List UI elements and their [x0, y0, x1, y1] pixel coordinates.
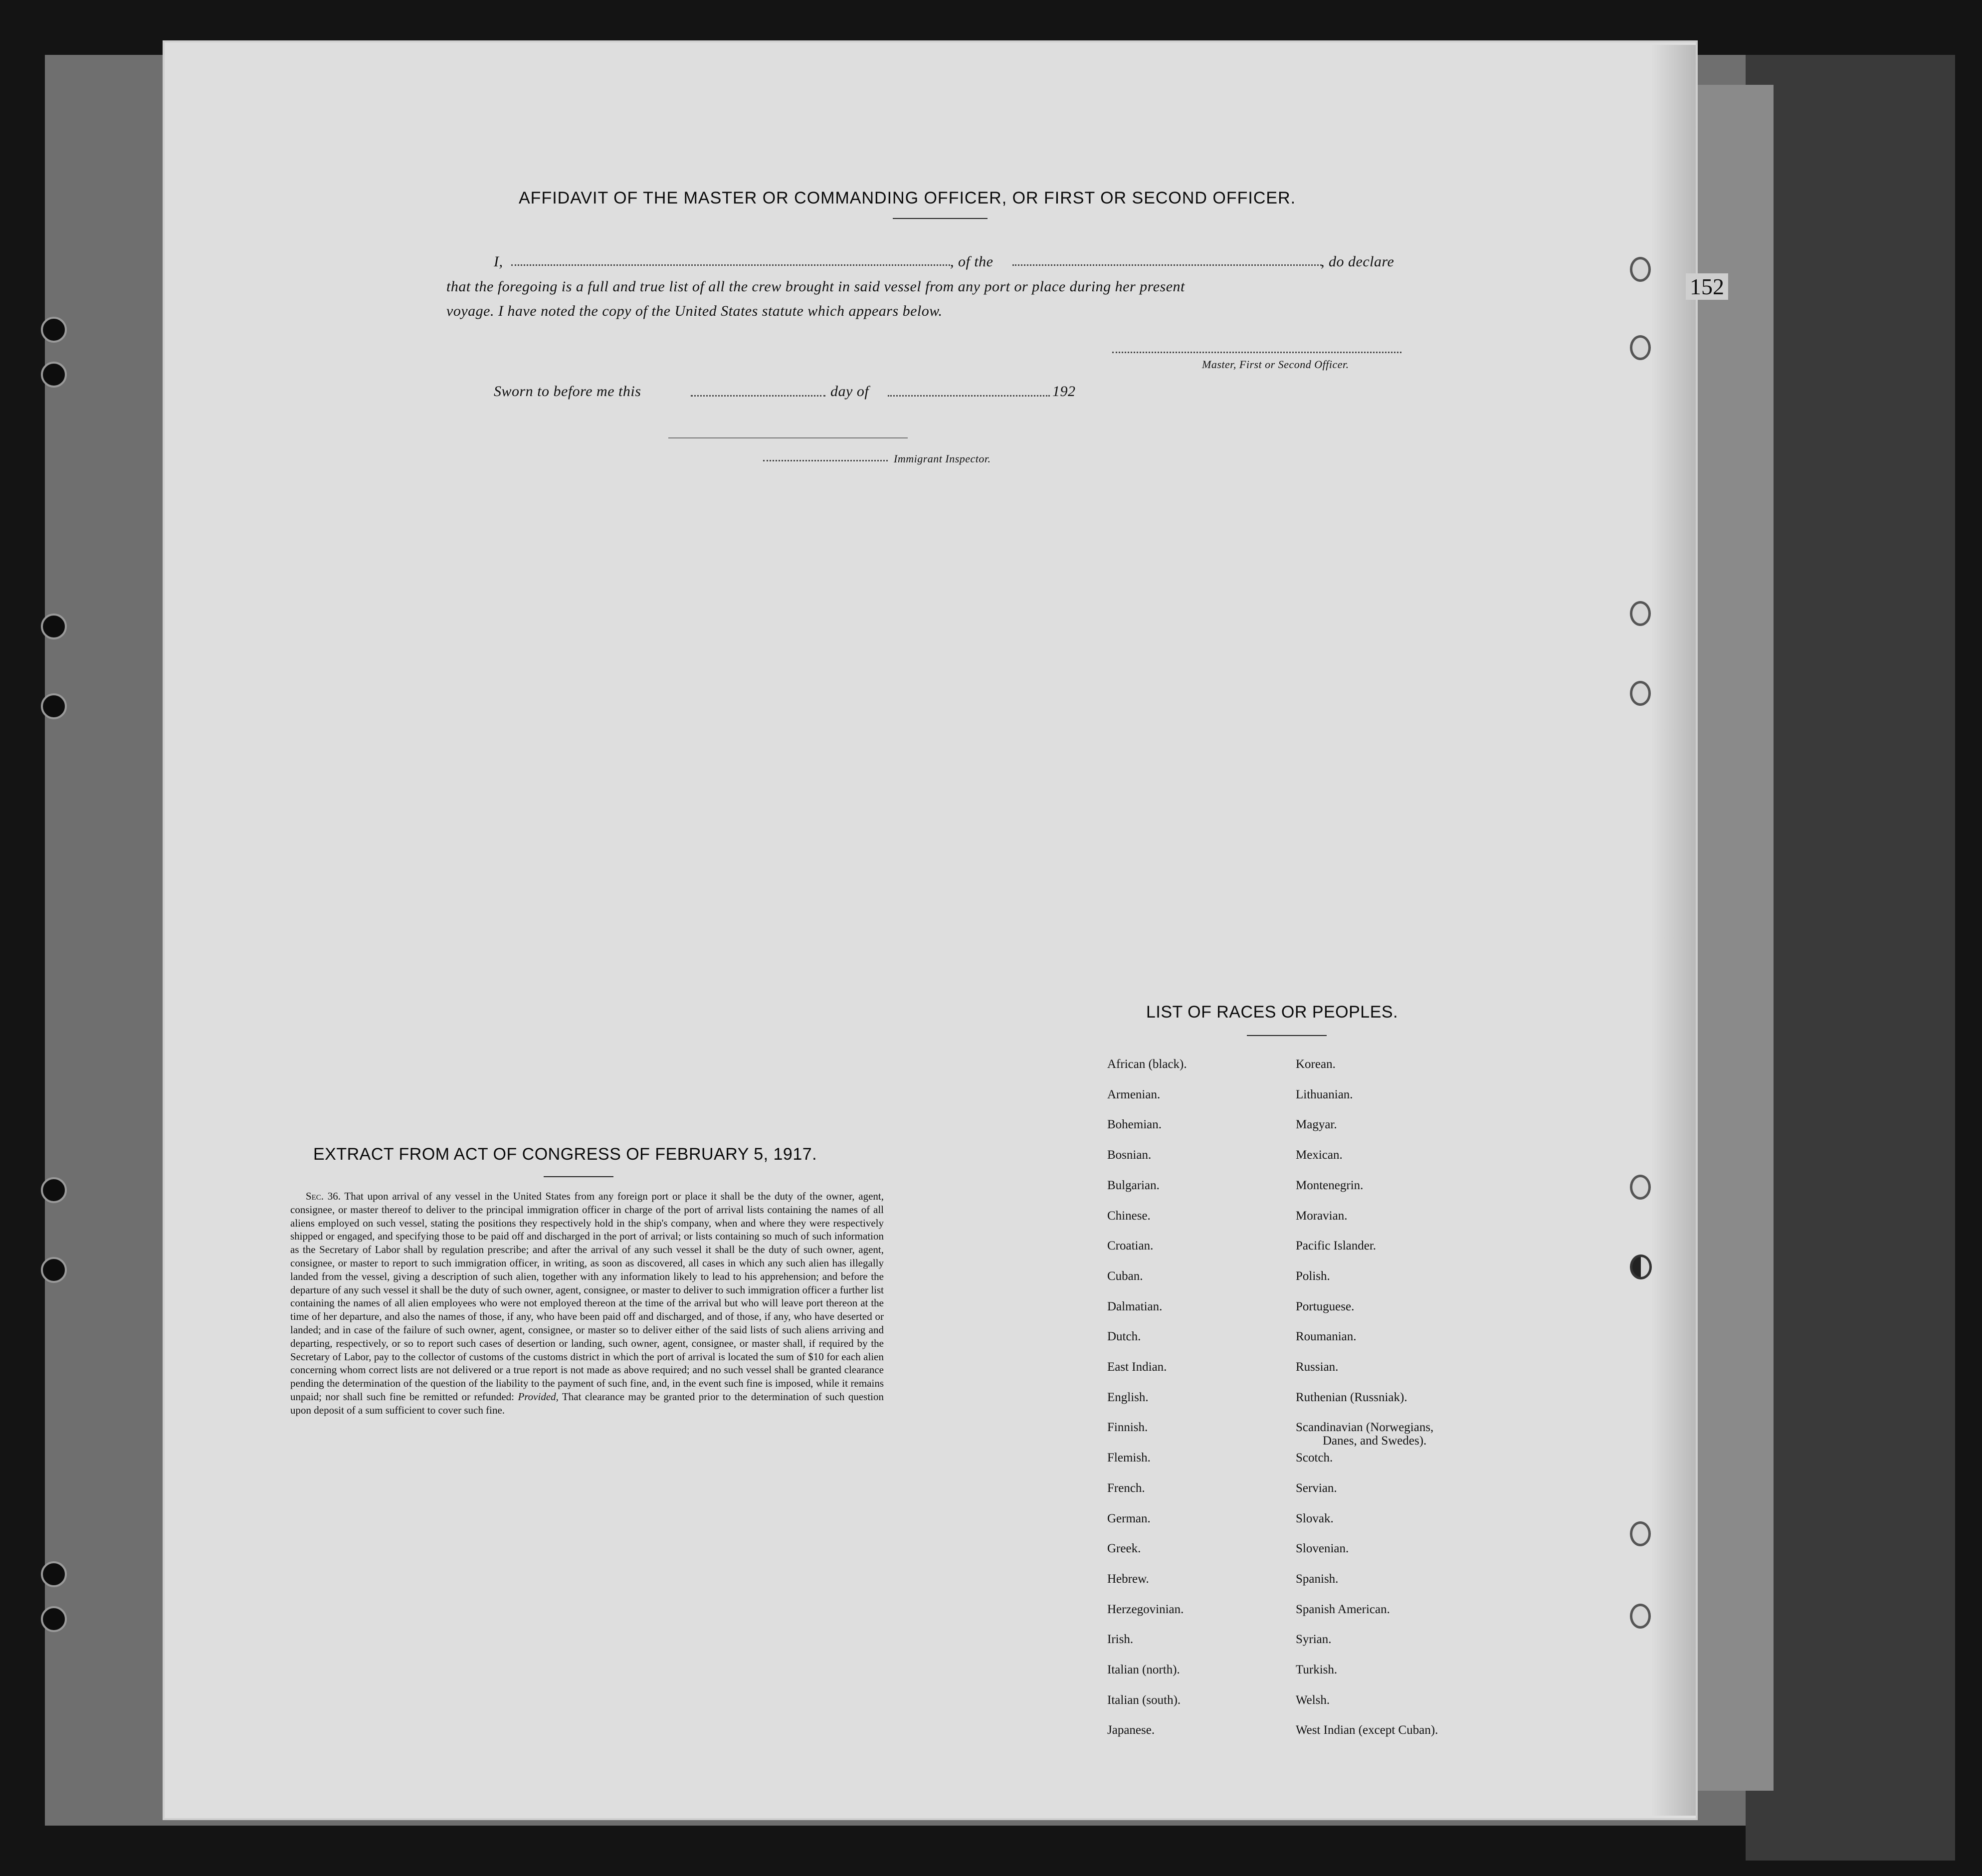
race-item: Scandinavian (Norwegians, [1296, 1421, 1434, 1435]
inspector-label: Immigrant Inspector. [894, 452, 991, 465]
race-item: Finnish. [1107, 1421, 1148, 1435]
race-item: Polish. [1296, 1269, 1330, 1283]
race-item: Croatian. [1107, 1239, 1154, 1253]
affidavit-do-declare: , do declare [1321, 253, 1394, 270]
name-line [511, 264, 950, 266]
race-item: West Indian (except Cuban). [1296, 1723, 1438, 1737]
sworn-month-line [888, 395, 1050, 397]
race-item: Syrian. [1296, 1633, 1332, 1647]
race-item: Welsh. [1296, 1693, 1330, 1707]
day-of: day of [830, 383, 869, 400]
affidavit-title: AFFIDAVIT OF THE MASTER OR COMMANDING OFFICER, OR FIRST OR SECOND OFFICER. [519, 189, 1296, 208]
right-edge-shadow [1746, 55, 1955, 1861]
affidavit-i: I, [494, 253, 503, 270]
punch-hole [41, 317, 67, 343]
race-item: Montenegrin. [1296, 1178, 1364, 1192]
race-item: Slovak. [1296, 1511, 1334, 1525]
extract-title-rule [544, 1176, 613, 1177]
race-item: East Indian. [1107, 1360, 1167, 1374]
race-item: Ruthenian (Russniak). [1296, 1390, 1407, 1404]
vessel-line [1012, 264, 1322, 266]
race-item: Irish. [1107, 1633, 1134, 1647]
punch-hole [1630, 257, 1651, 282]
adjacent-sheet-edge [1691, 85, 1774, 1791]
race-item: French. [1107, 1481, 1145, 1495]
race-item: Herzegovinian. [1107, 1602, 1184, 1616]
punch-hole [41, 1561, 67, 1587]
corner-page-number: 152 [1686, 273, 1728, 300]
sworn-year: 192 [1052, 383, 1076, 400]
affidavit-line-2: that the foregoing is a full and true list of all the crew brought in said vessel from any port or place during her present [446, 278, 1185, 295]
race-item: Bulgarian. [1107, 1178, 1160, 1192]
affidavit-of-the: , of the [950, 253, 993, 270]
inspector-signature-line [763, 460, 888, 461]
race-item: Korean. [1296, 1057, 1336, 1071]
race-item: Dalmatian. [1107, 1299, 1163, 1313]
provided-label: Provided, [518, 1390, 559, 1403]
punch-hole [41, 614, 67, 639]
race-item: Spanish American. [1296, 1602, 1390, 1616]
affidavit-line-3: voyage. I have noted the copy of the United States statute which appears below. [446, 303, 943, 319]
race-item: Mexican. [1296, 1148, 1343, 1162]
race-item: Spanish. [1296, 1572, 1339, 1586]
section-label: Sec. 36. [305, 1190, 341, 1202]
race-item: Greek. [1107, 1542, 1141, 1556]
race-item: Italian (south). [1107, 1693, 1181, 1707]
race-item: Scotch. [1296, 1451, 1333, 1465]
race-item: Lithuanian. [1296, 1087, 1353, 1101]
race-item: Pacific Islander. [1296, 1239, 1377, 1253]
race-item: Portuguese. [1296, 1299, 1355, 1313]
sworn-day-line [691, 395, 825, 397]
punch-hole [41, 693, 67, 719]
punch-hole [1630, 1254, 1652, 1279]
title-rule [893, 218, 988, 219]
race-item: Flemish. [1107, 1451, 1151, 1465]
punch-hole [1630, 1175, 1651, 1200]
punch-hole [1630, 1521, 1651, 1546]
race-item: African (black). [1107, 1057, 1187, 1071]
race-item: Servian. [1296, 1481, 1337, 1495]
race-item: Chinese. [1107, 1209, 1151, 1223]
punch-hole [1630, 601, 1651, 626]
sworn-text: Sworn to before me this [494, 383, 641, 400]
race-item: Hebrew. [1107, 1572, 1149, 1586]
punch-hole [41, 1606, 67, 1632]
punch-hole [41, 1257, 67, 1283]
inspector-rule [668, 437, 908, 438]
races-title: LIST OF RACES OR PEOPLES. [1146, 1003, 1398, 1022]
race-item: Russian. [1296, 1360, 1339, 1374]
punch-hole [1630, 1604, 1651, 1629]
extract-text: That upon arrival of any vessel in the United States from any foreign port or place it shall be the duty of the owner, agent, consignee, or master thereof to deliver to the principal immigration officer in charge of the port of arrival lists containing the names of all aliens employed on such vessel, stating the positions they respectively hold in the ship's company, when and where they were respectively shipped or engaged, and specifying those to be paid off and discharged in the port of arrival; or lists containing so much of such information as the Secretary of Labor shall by regulation prescribe; and after the arrival of any such vessel it shall be the duty of such owner, agent, consignee, or master to report to such immigration officer, in writing, as soon as discovered, all cases in which any such alien has illegally landed from the vessel, giving a description of such alien, together with any information likely to lead to his apprehension; and before the departure of any such vessel it shall be the duty of such owner, agent, consignee, or master to deliver to such immigration officer a further list containing the names of all alien employees who were not employed thereon at the time of the arrival but who will leave port thereon at the time of her departure, and also the names of those, if any, who have been paid off and discharged, and of those, if any, who have deserted or landed; and in case of the failure of such owner, agent, consignee, or master so to deliver either of the said lists of such aliens arriving and departing, respectively, or so to report such cases of desertion or landing, such owner, agent, consignee, or master shall, if required by the Secretary of Labor, pay to the collector of customs of the customs district in which the port of arrival is located the sum of $10 for each alien concerning whom correct lists are not delivered or a true report is not made as above required; and no such vessel shall be granted clearance pending the determination of the question of the liability to the payment of such fine, and, in the event such fine is imposed, while it remains unpaid; nor shall such fine be remitted or refunded: [290, 1190, 884, 1403]
races-title-rule [1247, 1035, 1327, 1036]
master-signature-line [1112, 352, 1401, 353]
race-item: German. [1107, 1511, 1151, 1525]
punch-hole [41, 1177, 67, 1203]
race-item: Cuban. [1107, 1269, 1143, 1283]
punch-hole [1630, 681, 1651, 706]
race-item-continuation: Danes, and Swedes). [1323, 1434, 1427, 1448]
race-item: Bohemian. [1107, 1118, 1162, 1132]
race-item: Turkish. [1296, 1663, 1338, 1676]
race-item: Italian (north). [1107, 1663, 1180, 1676]
punch-hole [41, 362, 67, 388]
race-item: Dutch. [1107, 1330, 1141, 1344]
page-edge-shade [1651, 45, 1696, 1816]
race-item: Moravian. [1296, 1209, 1348, 1223]
punch-hole [1630, 335, 1651, 360]
race-item: Armenian. [1107, 1087, 1161, 1101]
extract-title: EXTRACT FROM ACT OF CONGRESS OF FEBRUARY 5, 1917. [313, 1145, 817, 1164]
master-signature-label: Master, First or Second Officer. [1202, 358, 1349, 371]
race-item: Bosnian. [1107, 1148, 1152, 1162]
extract-body [290, 1190, 884, 1417]
race-item: Roumanian. [1296, 1330, 1357, 1344]
race-item: Magyar. [1296, 1118, 1337, 1132]
extract-text-end: That clearance may be granted prior to the determination of such question upon deposit of a sum sufficient to cover such fine. [290, 1390, 884, 1416]
race-item: English. [1107, 1390, 1149, 1404]
race-item: Slovenian. [1296, 1542, 1349, 1556]
race-item: Japanese. [1107, 1723, 1155, 1737]
